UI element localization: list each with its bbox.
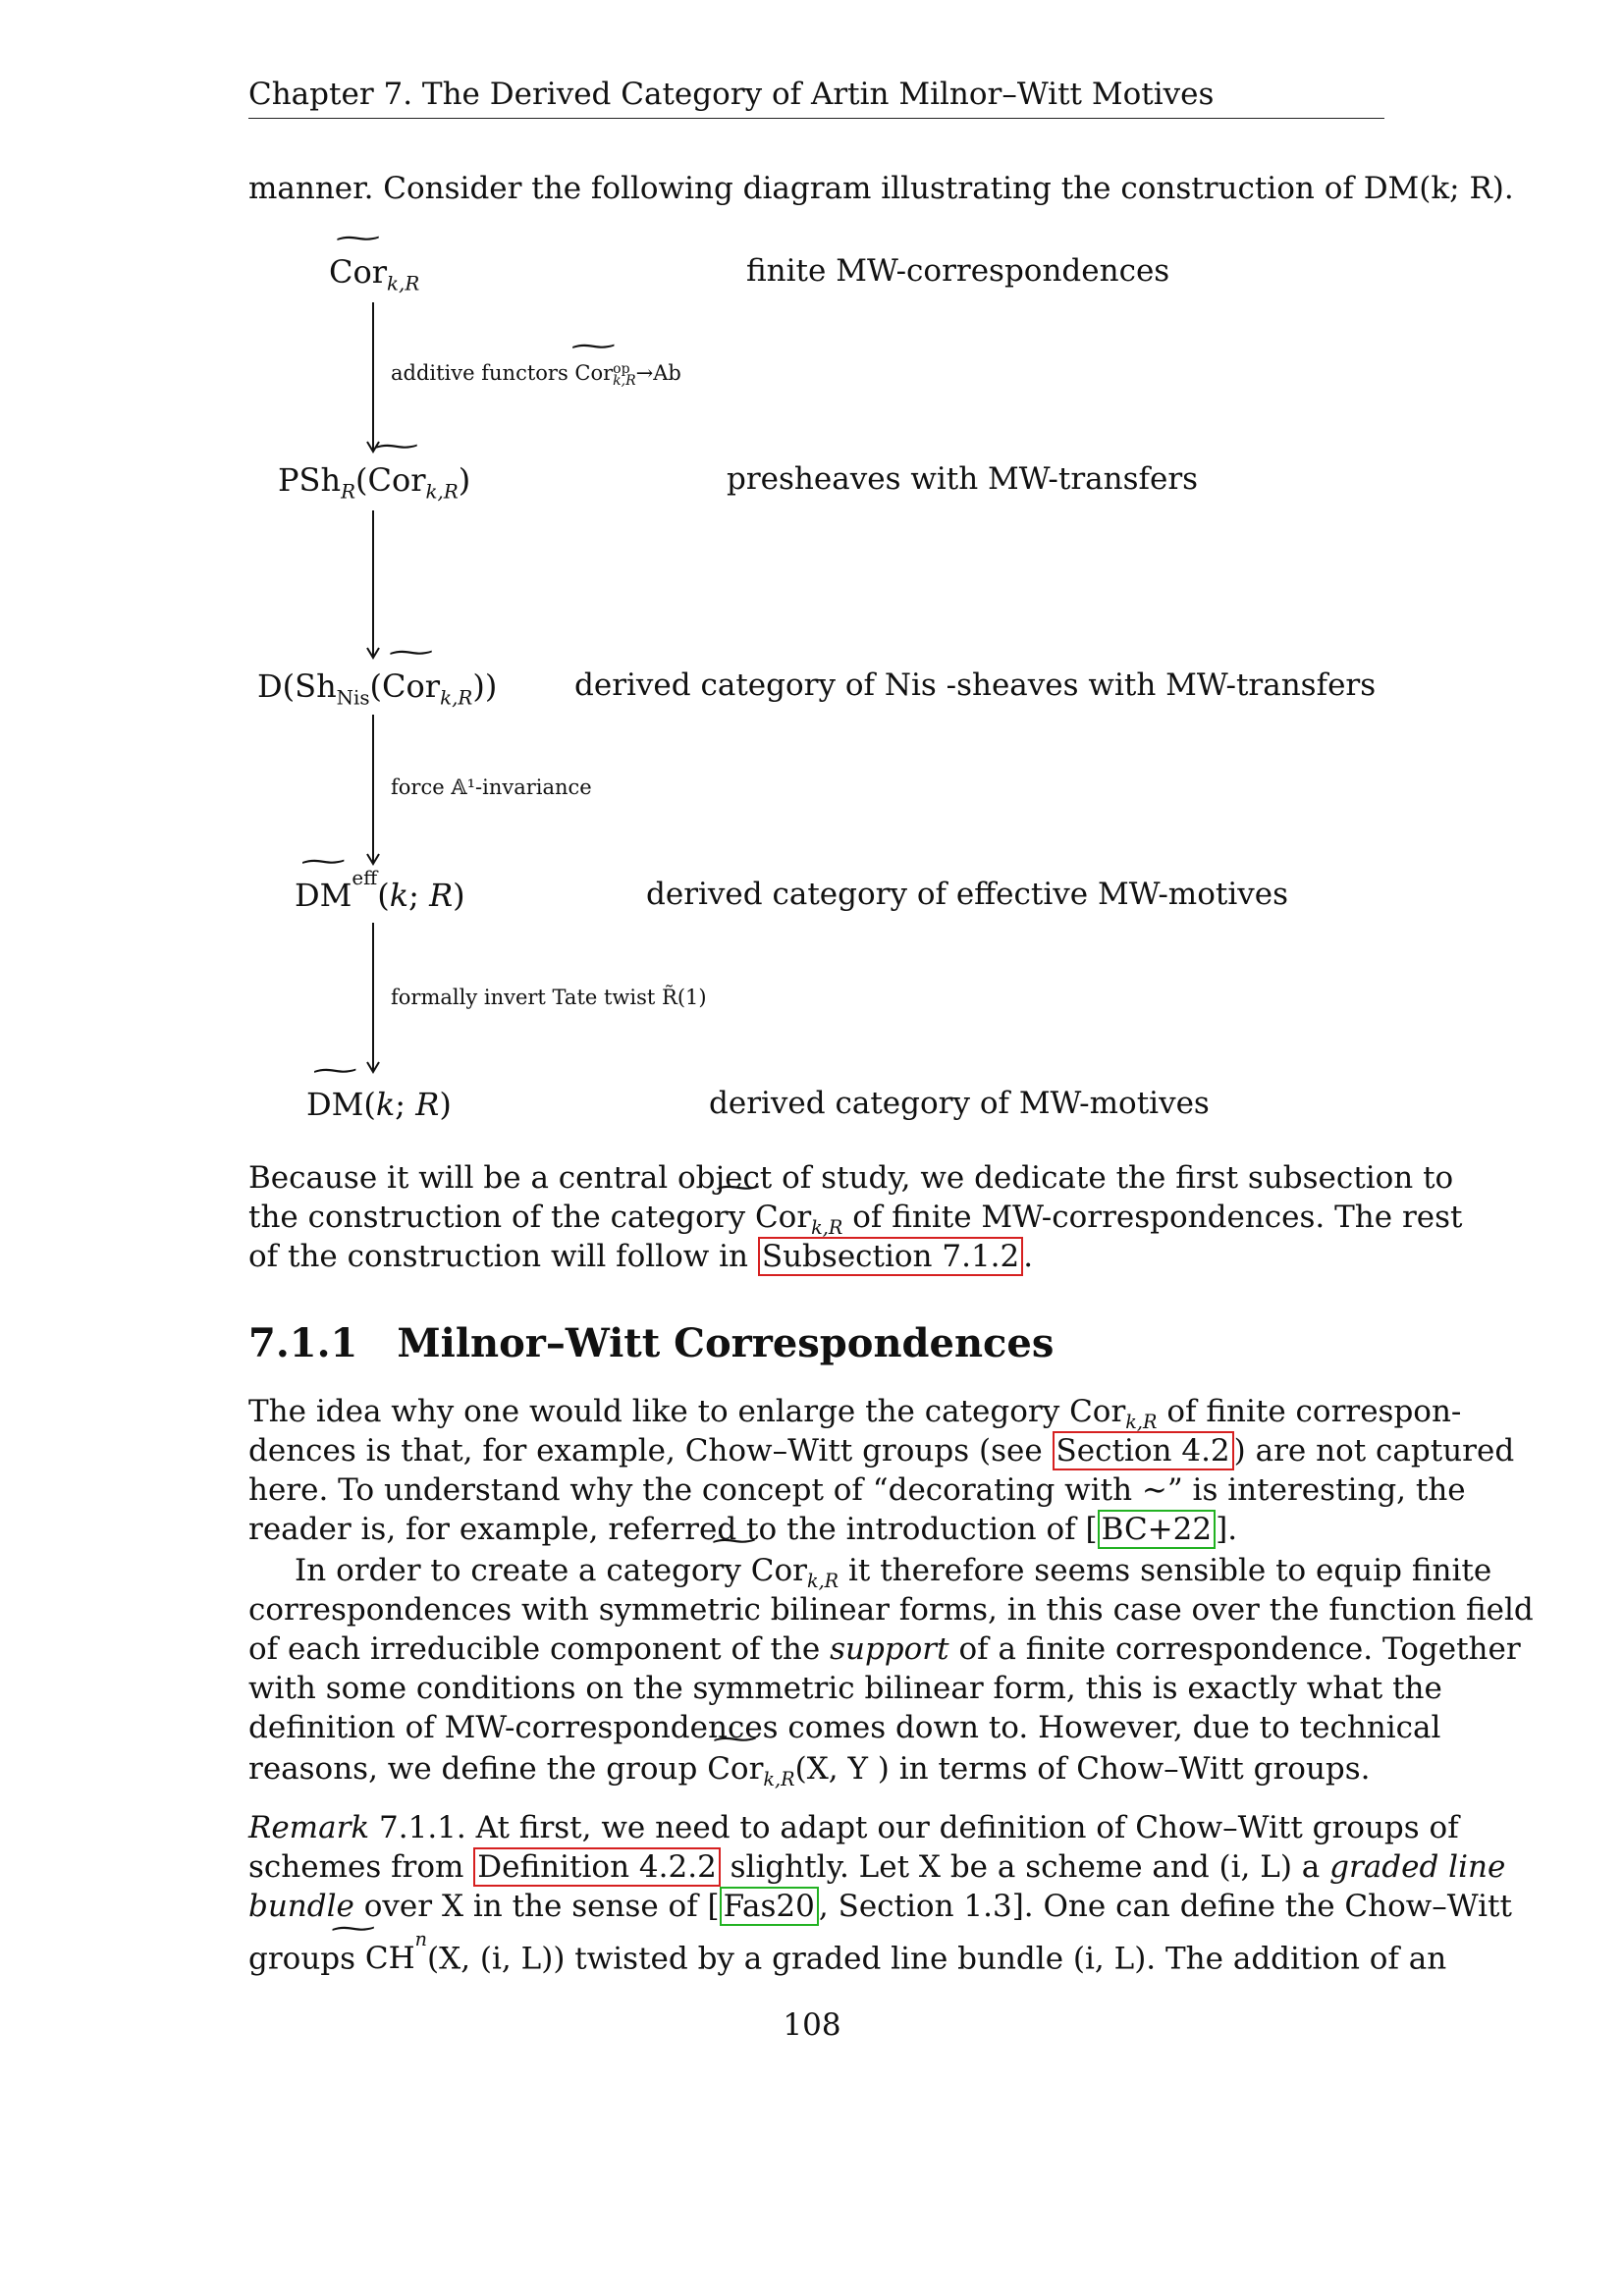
section-link[interactable]: Section 4.2: [1053, 1431, 1234, 1470]
intro-line: [248, 169, 1514, 208]
para2-line3: here. To understand why the concept of “decorating with ∼” is interesting, the: [248, 1472, 1466, 1508]
intro-text: manner. Consider the following diagram illustrating the construction of DM(k; R).: [248, 171, 1514, 206]
para2-l1b: of finite correspon-: [1157, 1394, 1462, 1429]
para1-l2a: the construction of the category: [248, 1200, 755, 1235]
remark-label: Remark: [248, 1810, 370, 1845]
remark-emph-bundle: bundle: [248, 1889, 354, 1924]
para3-emph-support: support: [830, 1631, 949, 1667]
remark-l4a: groups: [248, 1941, 365, 1977]
desc-dm-eff: derived category of effective MW-motives: [646, 877, 1288, 912]
arrow-label-force: force 𝔸¹-invariance: [391, 775, 592, 799]
remark-l3b: , Section 1.3]. One can define the Chow–Witt: [818, 1889, 1512, 1924]
para3-line6: reasons, we define the group ∼ Cor$_{k,R}$(X, Y ) in terms of Chow–Witt groups.: [248, 1749, 1384, 1799]
para2-l4b: .: [1227, 1512, 1238, 1547]
para1-l2b: of finite MW-correspondences. The rest: [842, 1200, 1463, 1235]
para3-l1b: it therefore seems sensible to equip finite: [839, 1553, 1492, 1588]
remark-l1a: 7.1.1. At first, we need to adapt our definition of Chow–Witt groups of: [369, 1810, 1459, 1845]
para2-l2b: ) are not captured: [1233, 1433, 1515, 1468]
citation-link-fas20[interactable]: Fas20: [720, 1887, 819, 1926]
para2-l4a: reader is, for example, referred to the introduction of: [248, 1512, 1086, 1547]
para1-line2: the construction of the category ∼ Cor$_{k,R}$ of finite MW-correspondences. The rest: [248, 1198, 1384, 1248]
para3-line3: [248, 1629, 1521, 1669]
para3-line2: correspondences with symmetric bilinear forms, in this case over the function field: [248, 1592, 1534, 1628]
para1-line3: [248, 1237, 1384, 1276]
node-dm: ∼ DM(k; R): [306, 1086, 452, 1123]
para3-line4: with some conditions on the symmetric bilinear form, this is exactly what the: [248, 1671, 1442, 1706]
para3-l3a: of each irreducible component of the: [248, 1631, 831, 1667]
para3-l1a: In order to create a category: [295, 1553, 751, 1588]
page-number: 108: [783, 2007, 841, 2043]
section-heading: [248, 1320, 1054, 1366]
diagram-arrows: [363, 294, 383, 1080]
para2-l2a: dences is that, for example, Chow–Witt groups (see: [248, 1433, 1053, 1468]
node-derived-sheaves: $D(Sh_{Nis}(\sim$ Cor$_{k,R}$)): [257, 667, 497, 709]
section-title: Milnor–Witt Correspondences: [397, 1320, 1055, 1366]
remark-line2: [248, 1847, 1506, 1887]
para3-line5: definition of MW-correspondences comes down to. However, due to technical: [248, 1710, 1441, 1745]
remark-l3a: over X in the sense of [: [353, 1889, 720, 1924]
remark-line1: [248, 1808, 1459, 1847]
remark-l4b: (X, (i, L)) twisted by a graded line bundle (i, L). The addition of an: [427, 1941, 1447, 1977]
section-number: 7.1.1: [248, 1320, 358, 1366]
node-dm-eff: ∼ $DM^{eff}(k$; R): [295, 877, 465, 914]
remark-emph-graded-line: graded line: [1329, 1849, 1506, 1885]
para3-l6a: reasons, we define the group: [248, 1751, 708, 1787]
para2-line2: [248, 1431, 1515, 1470]
para1-line1: Because it will be a central object of study, we dedicate the first subsection to: [248, 1160, 1454, 1196]
para1-l3b: .: [1023, 1239, 1034, 1274]
citation-link-bc22[interactable]: BC+22: [1098, 1510, 1217, 1549]
para2-line4: reader is, for example, referred to the introduction of [ BC+22 ].: [248, 1512, 1238, 1547]
para3-l3b: of a finite correspondence. Together: [948, 1631, 1521, 1667]
desc-dm: derived category of MW-motives: [709, 1086, 1210, 1121]
running-header: Chapter 7. The Derived Category of Artin Milnor–Witt Motives: [248, 77, 1384, 119]
remark-l2b: slightly. Let X be a scheme and (i, L) a: [720, 1849, 1330, 1885]
desc-derived-sheaves: derived category of Nis -sheaves with MW-transfers: [574, 667, 1377, 703]
arrow-label-additive: additive functors ∼ Cor op k,R →Ab: [391, 361, 681, 387]
para3-l6b: (X, Y ) in terms of Chow–Witt groups.: [794, 1751, 1371, 1787]
desc-psh: presheaves with MW-transfers: [727, 461, 1199, 497]
para2-l1a: The idea why one would like to enlarge the category Cor: [248, 1394, 1126, 1429]
subsection-link[interactable]: Subsection 7.1.2: [758, 1237, 1023, 1276]
para1-l3a: of the construction will follow in: [248, 1239, 758, 1274]
desc-cor: finite MW-correspondences: [746, 253, 1170, 289]
para2-line1: The idea why one would like to enlarge the category Cor$_{k,R}$ of finite correspon-: [248, 1394, 1462, 1434]
para3-line1: In order to create a category ∼ Cor$_{k,R}$ it therefore seems sensible to equip finite: [295, 1551, 1384, 1601]
node-cor: ∼ Cor$_{k,R}$: [329, 253, 419, 294]
remark-line4: groups ∼ $CH^n(X$, (i, L)) twisted by a graded line bundle (i, L). The addition of an: [248, 1932, 1384, 1978]
remark-l2a: schemes from: [248, 1849, 474, 1885]
arrow-label-invert: formally invert Tate twist R̃(1): [391, 986, 707, 1009]
node-psh: PSh$_R$(∼ Cor$_{k,R}$): [278, 461, 470, 503]
definition-link[interactable]: Definition 4.2.2: [473, 1847, 721, 1887]
